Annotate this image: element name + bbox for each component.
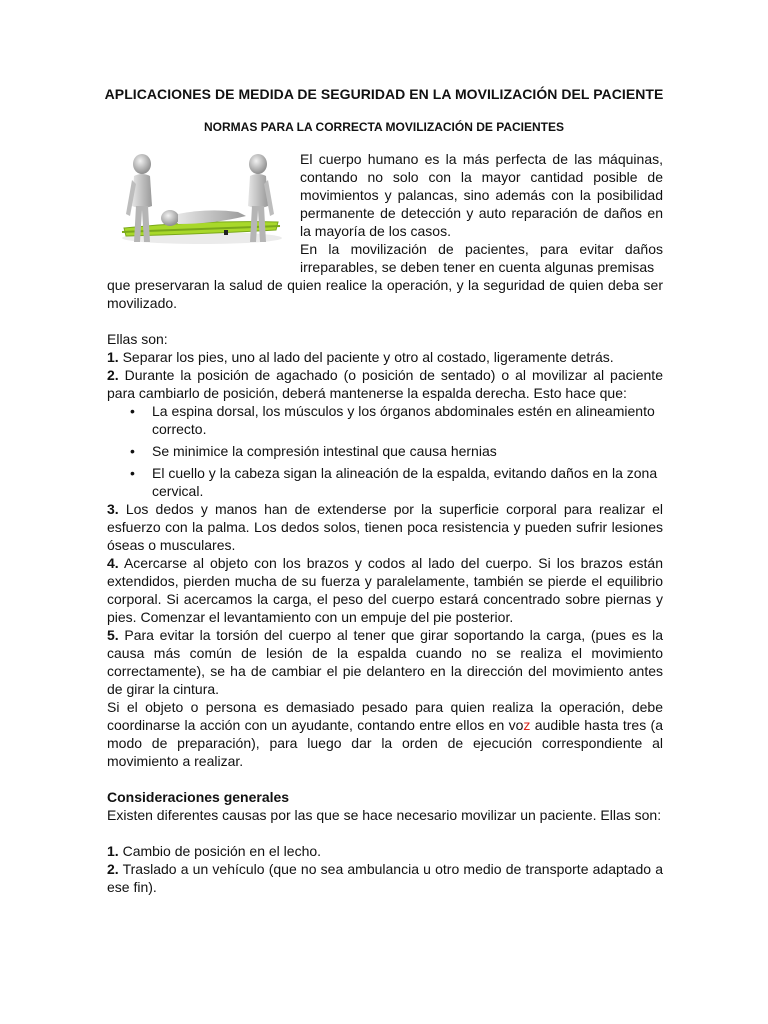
norm-item-3 — [107, 500, 663, 554]
norm-number: 2. — [107, 367, 119, 383]
document-title: APLICACIONES DE MEDIDA DE SEGURIDAD EN LA MOVILIZACIÓN DEL PACIENTE — [104, 86, 664, 102]
bullet-list — [107, 402, 663, 500]
considerations-intro: Existen diferentes causas por las que se hace necesario movilizar un paciente. Ellas son: — [107, 807, 662, 823]
highlighted-letter: z — [523, 717, 531, 733]
norm-number: 5. — [107, 627, 119, 643]
consideration-number: 1. — [107, 843, 119, 859]
bullet-icon: • — [130, 443, 135, 459]
document-body — [107, 150, 663, 896]
intro-wrapped-block — [107, 150, 663, 276]
norm-item-1 — [107, 348, 663, 366]
norm-extra-paragraph: Si el objeto o persona es demasiado pesado para quien realiza la operación, debe coordinarse la acción con un ayudante, contando entre ellos en voz audible hasta tres (a modo de preparación), para luego dar la orden de ejecución correspondiente al movimiento a realizar. — [107, 699, 663, 769]
norm-text: Para evitar la torsión del cuerpo al tener que girar soportando la carga, (pues es la causa más común de lesión de la espalda cuando no se realiza el movimiento correctamente), se ha de cambiar el pie delantero en la dirección del movimiento antes de girar la cintura. — [107, 627, 663, 697]
norm-item-2 — [107, 366, 663, 402]
norm-text: Separar los pies, uno al lado del paciente y otro al costado, ligeramente detrás. — [118, 349, 614, 365]
norm-number: 1. — [107, 349, 119, 365]
norm-item-5 — [107, 626, 663, 698]
intro-paragraph-2-end: que preservaran la salud de quien realice la operación, y la seguridad de quien deba ser movilizado. — [107, 277, 663, 311]
intro-paragraph-1: El cuerpo humano es la más perfecta de las máquinas, contando no solo con la mayor cantidad posible de movimientos y palancas, sino además con la posibilidad permanente de detección y auto reparación de daños en la mayoría de los casos. — [300, 151, 663, 239]
norm-item-4 — [107, 554, 663, 626]
list-item: • El cuello y la cabeza sigan la alineación de la espalda, evitando daños en la zona cervical. — [130, 465, 658, 499]
intro-paragraph-2-start: En la movilización de pacientes, para evitar daños irreparables, se deben tener en cuenta algunas premisas — [300, 241, 663, 275]
norm-text: Los dedos y manos han de extenderse por la superficie corporal para realizar el esfuerzo con la palma. Los dedos solos, tienen poca resistencia y pueden sufrir lesiones óseas o musculares. — [107, 501, 663, 553]
bullet-icon: • — [130, 465, 135, 481]
list-item: • La espina dorsal, los músculos y los órganos abdominales estén en alineamiento correcto. — [130, 403, 655, 437]
norm-number: 3. — [107, 501, 119, 517]
consideration-item-2 — [107, 860, 663, 896]
section-heading: Consideraciones generales — [107, 789, 290, 805]
norm-text: Durante la posición de agachado (o posición de sentado) o al movilizar al paciente para cambiarlo de posición, deberá mantenerse la espalda derecha. Esto hace que: — [107, 367, 663, 401]
document-subtitle: NORMAS PARA LA CORRECTA MOVILIZACIÓN DE PACIENTES — [204, 120, 564, 134]
norms-lead: Ellas son: — [107, 331, 168, 347]
norm-text: Acercarse al objeto con los brazos y codos al lado del cuerpo. Si los brazos están extendidos, pierden mucha de su fuerza y paralelamente, también se pierde el equilibrio corporal. Si acercamos la carga, el peso del cuerpo estará concentrado sobre piernas y pies. Comenzar el levantamiento con un empuje del pie posterior. — [107, 555, 663, 625]
consideration-text: Cambio de posición en el lecho. — [118, 843, 322, 859]
consideration-text: Traslado a un vehículo (que no sea ambulancia u otro medio de transporte adaptado a ese fin). — [107, 861, 663, 895]
list-item: • Se minimice la compresión intestinal que causa hernias — [130, 443, 497, 459]
consideration-number: 2. — [107, 861, 119, 877]
norm-number: 4. — [107, 555, 119, 571]
bullet-icon: • — [130, 403, 135, 419]
consideration-item-1 — [107, 842, 663, 860]
